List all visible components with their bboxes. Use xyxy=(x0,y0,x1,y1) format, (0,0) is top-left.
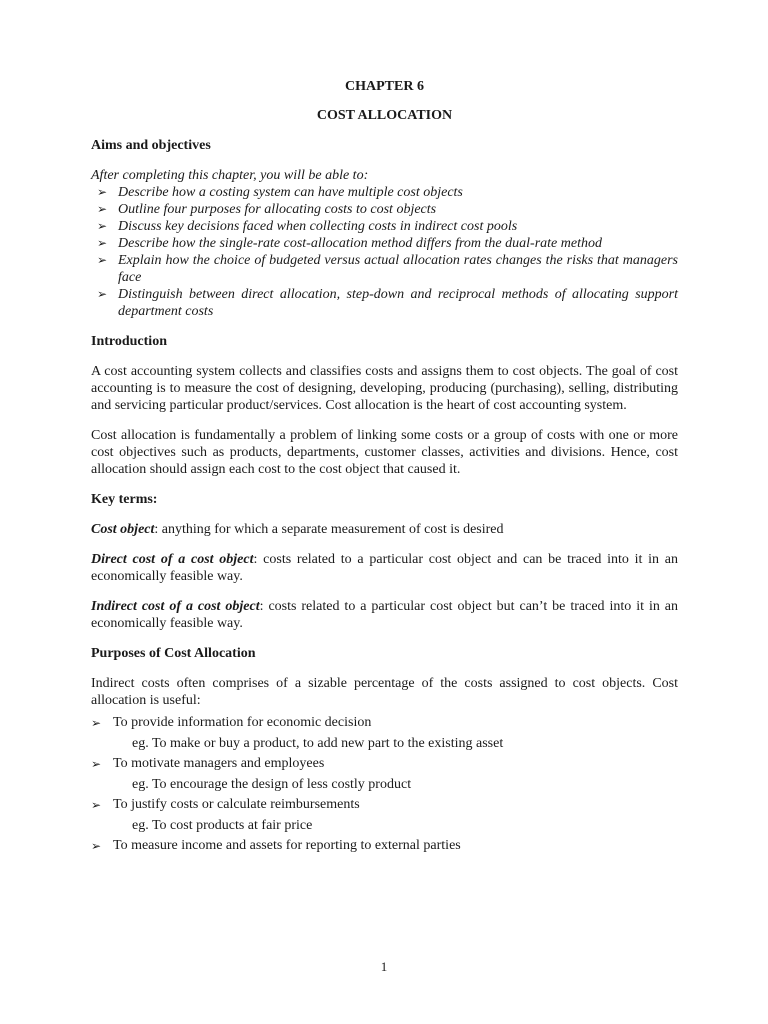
purposes-list xyxy=(91,713,678,857)
purposes-list-item xyxy=(91,795,678,836)
purpose-example: eg. To make or buy a product, to add new part to the existing asset xyxy=(132,735,504,751)
arrow-bullet-icon: ➢ xyxy=(97,253,108,267)
aims-list-item xyxy=(91,235,678,252)
aims-item-text: Explain how the choice of budgeted versus actual allocation rates changes the risks that managers face xyxy=(118,253,678,285)
aims-intro: After completing this chapter, you will be able to: xyxy=(91,168,369,183)
introduction-paragraph: Cost allocation is fundamentally a problem of linking some costs or a group of costs with one or more cost objectives such as products, departments, customer classes, activities and divisions. Hence, cost allocation should assign each cost to the cost object that caused it. xyxy=(91,428,678,477)
purpose-example: eg. To cost products at fair price xyxy=(132,817,313,833)
purposes-list-item xyxy=(91,754,678,795)
purpose-text: To motivate managers and employees xyxy=(113,756,325,771)
document-page xyxy=(91,78,678,857)
key-term-entry xyxy=(91,551,678,585)
key-term-definition: : costs related to a particular cost object and can be traced into it in an economically feasible way. xyxy=(91,552,678,584)
key-term: Indirect cost of a cost object xyxy=(91,599,260,614)
purposes-list-item xyxy=(91,836,678,857)
key-term-definition: : anything for which a separate measurement of cost is desired xyxy=(154,522,504,537)
purpose-example: eg. To encourage the design of less costly product xyxy=(132,776,412,792)
aims-list-item xyxy=(91,218,678,235)
arrow-bullet-icon: ➢ xyxy=(91,757,102,771)
aims-item-text: Distinguish between direct allocation, step-down and reciprocal methods of allocating support department costs xyxy=(118,287,678,319)
key-terms-heading: Key terms: xyxy=(91,492,158,507)
purposes-intro: Indirect costs often comprises of a sizable percentage of the costs assigned to cost objects. Cost allocation is useful: xyxy=(91,676,678,708)
purpose-text: To justify costs or calculate reimbursements xyxy=(113,797,360,812)
arrow-bullet-icon: ➢ xyxy=(91,716,102,730)
aims-item-text: Outline four purposes for allocating costs to cost objects xyxy=(118,202,437,217)
arrow-bullet-icon: ➢ xyxy=(97,287,108,301)
chapter-title: COST ALLOCATION xyxy=(316,108,453,123)
key-term: Direct cost of a cost object xyxy=(91,552,254,567)
aims-list-item xyxy=(91,201,678,218)
key-term-definition: : costs related to a particular cost object but can’t be traced into it in an economically feasible way. xyxy=(91,599,678,631)
aims-item-text: Discuss key decisions faced when collecting costs in indirect cost pools xyxy=(118,219,518,234)
arrow-bullet-icon: ➢ xyxy=(91,798,102,812)
purpose-text: To measure income and assets for reporting to external parties xyxy=(113,838,461,853)
arrow-bullet-icon: ➢ xyxy=(97,202,108,216)
arrow-bullet-icon: ➢ xyxy=(91,839,102,853)
chapter-label: CHAPTER 6 xyxy=(345,79,424,94)
page-number: 1 xyxy=(380,959,388,974)
aims-item-text: Describe how a costing system can have multiple cost objects xyxy=(118,185,463,200)
arrow-bullet-icon: ➢ xyxy=(97,236,108,250)
key-term-entry xyxy=(91,521,678,538)
introduction-paragraph: A cost accounting system collects and classifies costs and assigns them to cost objects. The goal of cost accounting is to measure the cost of designing, developing, producing (purchasing), selling, distributing and servicing particular product/services. Cost allocation is the heart of cost accounting system. xyxy=(91,364,678,413)
key-term-entry xyxy=(91,598,678,632)
introduction-heading: Introduction xyxy=(91,334,167,349)
arrow-bullet-icon: ➢ xyxy=(97,219,108,233)
aims-heading: Aims and objectives xyxy=(91,138,211,153)
aims-list-item xyxy=(91,252,678,286)
aims-list-item xyxy=(91,184,678,201)
purpose-text: To provide information for economic decision xyxy=(113,715,372,730)
aims-item-text: Describe how the single-rate cost-allocation method differs from the dual-rate method xyxy=(118,236,602,251)
aims-list-item xyxy=(91,286,678,320)
key-term: Cost object xyxy=(91,522,155,537)
aims-list xyxy=(91,184,678,320)
purposes-heading: Purposes of Cost Allocation xyxy=(91,646,256,661)
purposes-list-item xyxy=(91,713,678,754)
arrow-bullet-icon: ➢ xyxy=(97,185,108,199)
